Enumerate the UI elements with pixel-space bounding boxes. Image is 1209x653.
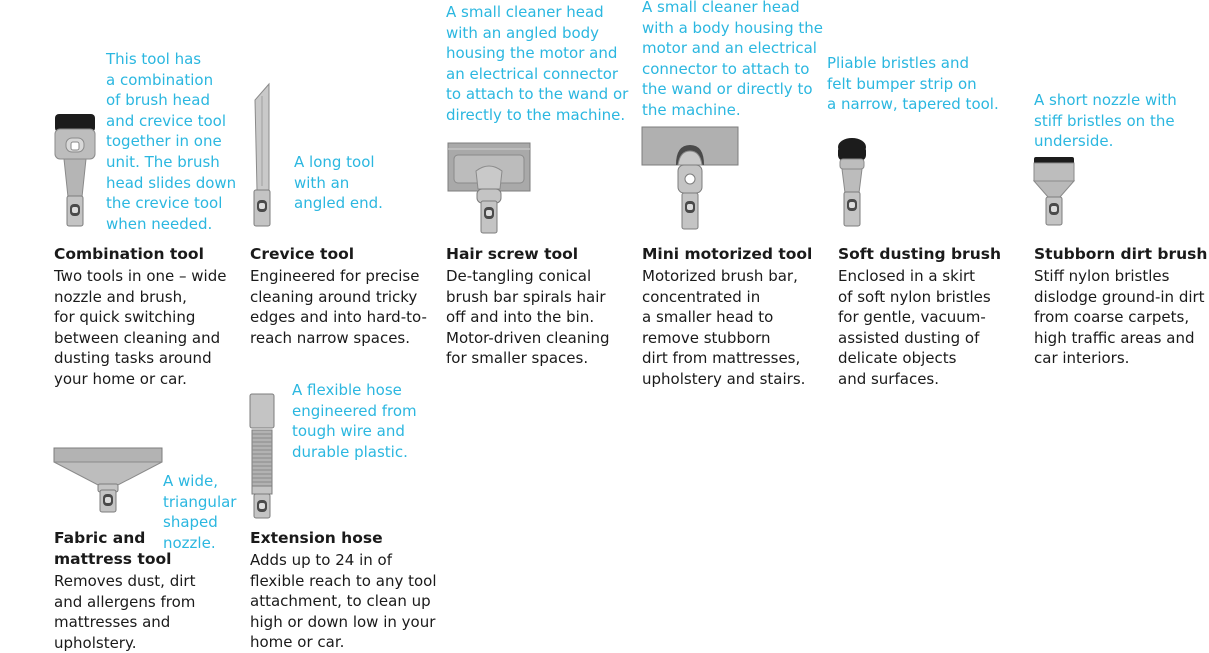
mini-motorized-tool-caption: A small cleaner head with a body housing the motor and an electrical connector to attach to the wand or directly to the machine. xyxy=(642,0,824,119)
mini-motorized-tool-title: Mini motorized tool xyxy=(642,245,813,263)
hair-screw-tool-title: Hair screw tool xyxy=(446,245,579,263)
combination-tool-caption: This tool has a combination of brush head and crevice tool together in one unit. The brush head slides down the crevice tool when needed. xyxy=(106,50,237,233)
stubborn-dirt-brush-title: Stubborn dirt brush xyxy=(1034,245,1208,263)
soft-dusting-brush-icon xyxy=(836,137,868,229)
crevice-tool-icon xyxy=(250,82,274,230)
extension-hose-icon xyxy=(248,392,276,522)
hair-screw-tool-icon xyxy=(446,141,532,237)
mini-motorized-tool-description: Motorized brush bar, concentrated in a smaller head to remove stubborn dirt from mattresses, upholstery and stairs. xyxy=(642,267,806,388)
crevice-tool-caption: A long tool with an angled end. xyxy=(294,153,383,213)
fabric-mattress-tool-description: Removes dust, dirt and allergens from mattresses and upholstery. xyxy=(54,572,196,652)
hair-screw-tool-caption: A small cleaner head with an angled body housing the motor and an electrical connector to attach to the wand or directly to the machine. xyxy=(446,3,629,124)
combination-tool-title: Combination tool xyxy=(54,245,204,263)
crevice-tool-title: Crevice tool xyxy=(250,245,355,263)
crevice-tool-description: Engineered for precise cleaning around tricky edges and into hard-to- reach narrow spaces. xyxy=(250,267,427,347)
soft-dusting-brush-caption: Pliable bristles and felt bumper strip on a narrow, tapered tool. xyxy=(827,54,999,114)
extension-hose-caption: A flexible hose engineered from tough wire and durable plastic. xyxy=(292,381,417,461)
hair-screw-tool-description: De-tangling conical brush bar spirals hair off and into the bin. Motor-driven cleaning for smaller spaces. xyxy=(446,267,610,368)
fabric-mattress-tool-title: Fabric and mattress tool xyxy=(54,529,172,568)
extension-hose-title: Extension hose xyxy=(250,529,383,547)
stubborn-dirt-brush-caption: A short nozzle with stiff bristles on the underside. xyxy=(1034,91,1177,151)
stubborn-dirt-brush-icon xyxy=(1032,155,1076,229)
soft-dusting-brush-description: Enclosed in a skirt of soft nylon bristles for gentle, vacuum- assisted dusting of delicate objects and surfaces. xyxy=(838,267,991,388)
fabric-mattress-tool-caption: A wide, triangular shaped nozzle. xyxy=(163,472,237,552)
combination-tool-icon xyxy=(52,112,98,230)
combination-tool-description: Two tools in one – wide nozzle and brush, for quick switching between cleaning and dusting tasks around your home or car. xyxy=(54,267,227,388)
soft-dusting-brush-title: Soft dusting brush xyxy=(838,245,1001,263)
stubborn-dirt-brush-description: Stiff nylon bristles dislodge ground-in dirt from coarse carpets, high traffic areas and car interiors. xyxy=(1034,267,1205,368)
extension-hose-description: Adds up to 24 in of flexible reach to any tool attachment, to clean up high or down low in your home or car. xyxy=(250,551,437,652)
fabric-mattress-tool-icon xyxy=(52,446,164,516)
mini-motorized-tool-icon xyxy=(640,125,740,233)
